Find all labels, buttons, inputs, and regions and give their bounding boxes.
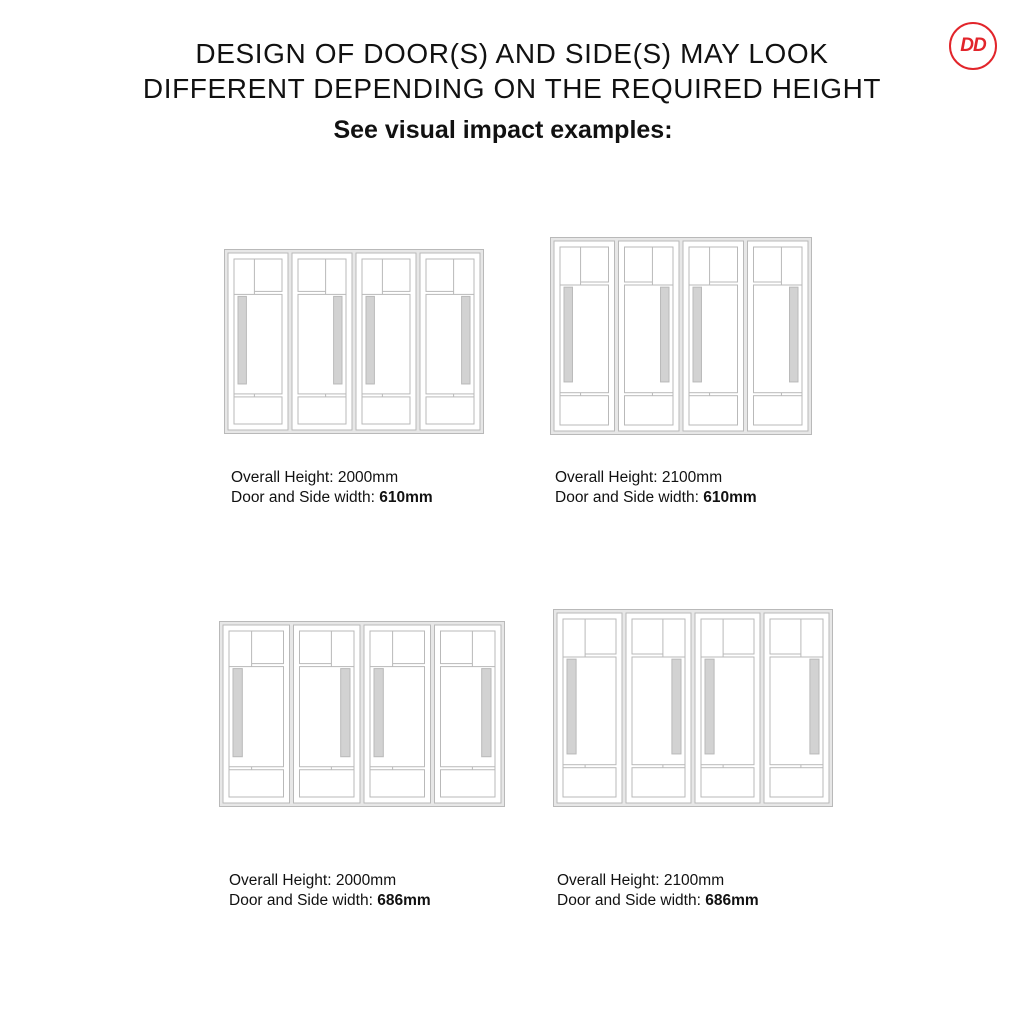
heading-line-1: DESIGN OF DOOR(S) AND SIDE(S) MAY LOOK [195, 38, 829, 69]
door-set-2100-686 [553, 609, 833, 807]
width-label: Door and Side width: [555, 489, 704, 506]
glass-strip [705, 659, 714, 754]
glass-strip [334, 296, 342, 384]
width-value: 610mm [379, 489, 433, 506]
width-value: 686mm [705, 892, 759, 909]
glass-strip [661, 287, 669, 382]
overall-height-label: Overall Height: 2100mm [557, 872, 725, 889]
bottom-panel [632, 768, 685, 797]
bottom-panel [625, 396, 674, 425]
bottom-panel [563, 768, 616, 797]
logo-text: DD [960, 35, 986, 56]
glass-strip [341, 669, 350, 757]
bottom-panel [689, 396, 738, 425]
door-set-2000-686 [219, 621, 505, 807]
bottom-panel [300, 770, 355, 797]
bottom-panel [229, 770, 284, 797]
bottom-panel [560, 396, 609, 425]
caption-example-1 [231, 468, 433, 508]
glass-strip [366, 296, 374, 384]
overall-height-label: Overall Height: 2100mm [555, 469, 723, 486]
glass-strip [567, 659, 576, 754]
width-value: 610mm [703, 489, 757, 506]
glass-strip [482, 669, 491, 757]
heading-line-2: DIFFERENT DEPENDING ON THE REQUIRED HEIGHT [142, 73, 882, 104]
bottom-panel [298, 397, 346, 424]
door-set-drawing [553, 609, 833, 807]
width-line [229, 891, 431, 911]
caption-example-4 [557, 871, 759, 911]
door-set-2100-610 [550, 237, 812, 435]
door-set-2000-610 [224, 249, 484, 434]
door-set-drawing [219, 621, 505, 807]
bottom-panel [701, 768, 754, 797]
width-label: Door and Side width: [229, 892, 378, 909]
glass-strip [790, 287, 798, 382]
subheading: See visual impact examples: [333, 116, 673, 144]
bottom-panel [426, 397, 474, 424]
caption-example-3 [229, 871, 431, 911]
width-label: Door and Side width: [557, 892, 706, 909]
bottom-panel [370, 770, 425, 797]
bottom-panel [754, 396, 803, 425]
caption-example-2 [555, 468, 757, 508]
width-line [557, 891, 759, 911]
glass-strip [238, 296, 246, 384]
bottom-panel [234, 397, 282, 424]
door-set-drawing [224, 249, 484, 434]
glass-strip [233, 669, 242, 757]
glass-strip [693, 287, 701, 382]
glass-strip [374, 669, 383, 757]
bottom-panel [441, 770, 496, 797]
width-value: 686mm [377, 892, 431, 909]
width-label: Door and Side width: [231, 489, 380, 506]
glass-strip [672, 659, 681, 754]
bottom-panel [770, 768, 823, 797]
bottom-panel [362, 397, 410, 424]
overall-height-label: Overall Height: 2000mm [229, 872, 397, 889]
overall-height-label: Overall Height: 2000mm [231, 469, 399, 486]
glass-strip [810, 659, 819, 754]
brand-logo[interactable] [949, 22, 997, 70]
door-set-drawing [550, 237, 812, 435]
glass-strip [564, 287, 572, 382]
width-line [231, 488, 433, 508]
width-line [555, 488, 757, 508]
glass-strip [462, 296, 470, 384]
